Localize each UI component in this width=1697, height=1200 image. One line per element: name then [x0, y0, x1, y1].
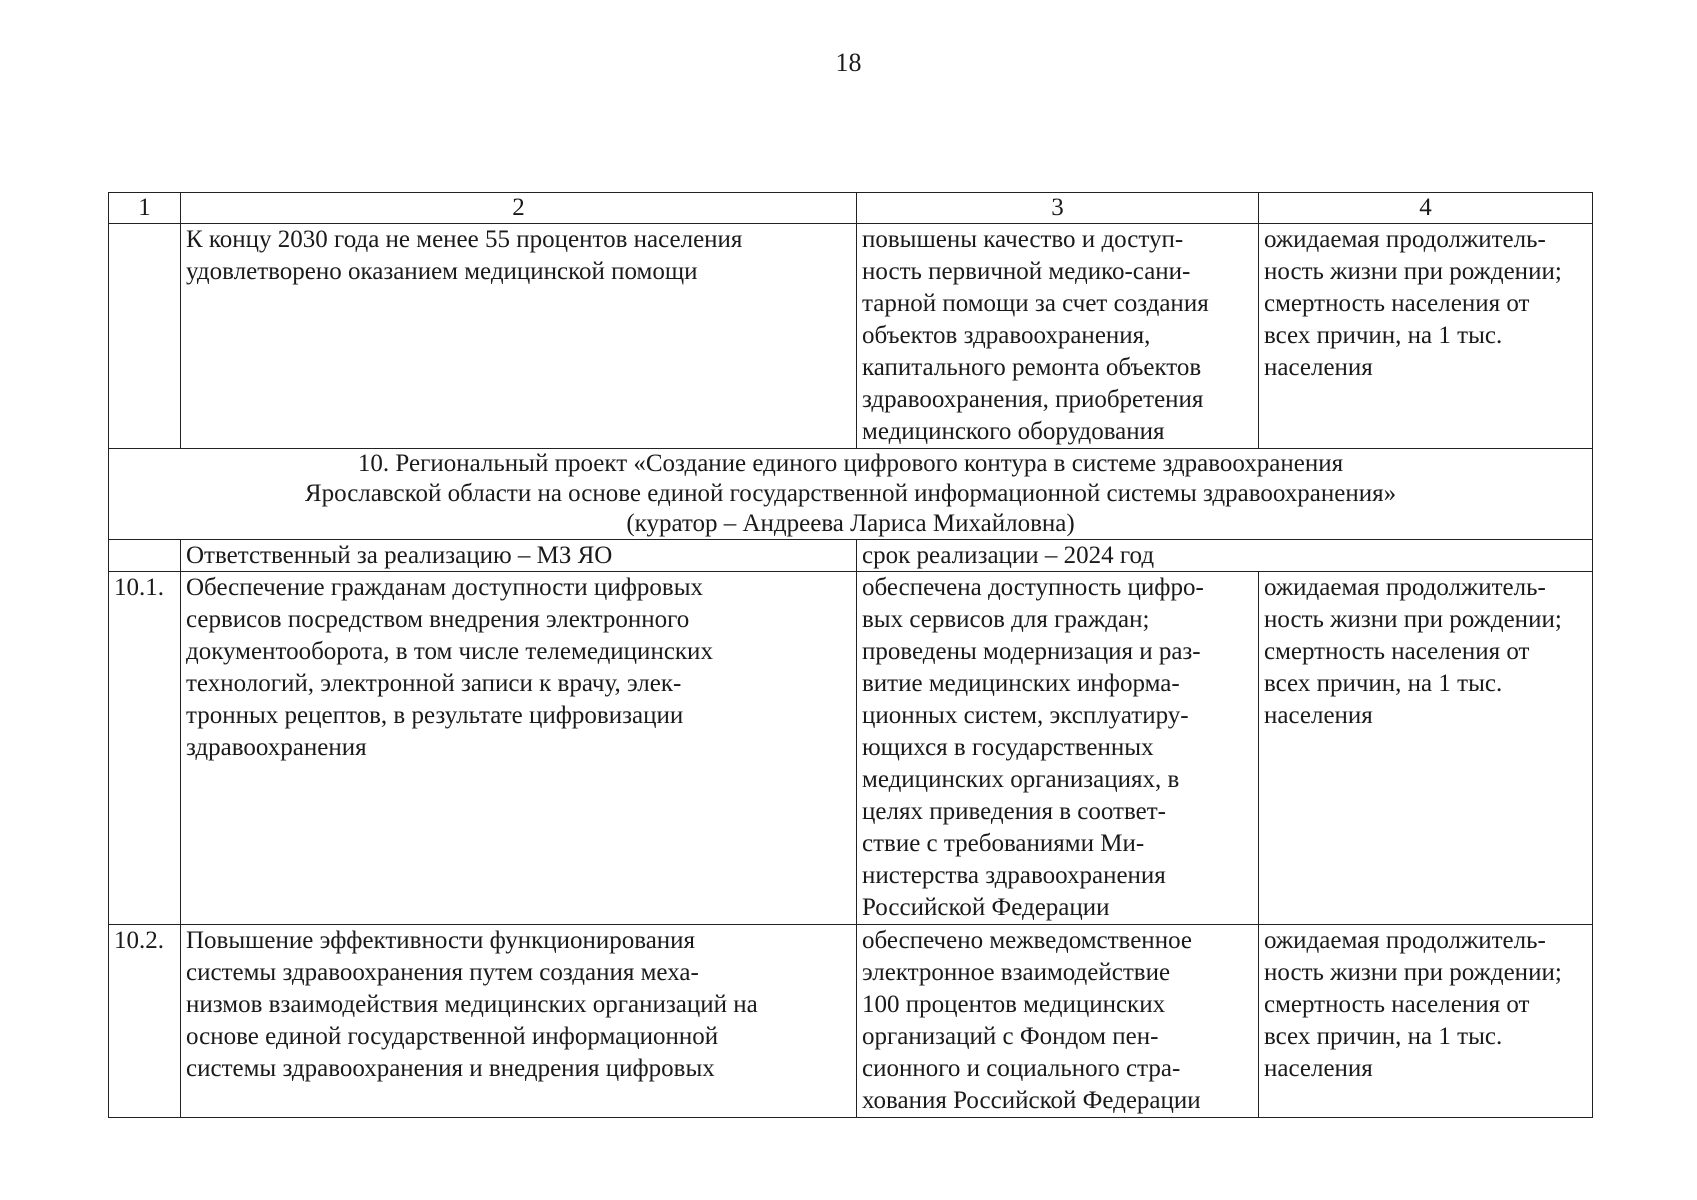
- section-curator-line: (куратор – Андреева Лариса Михайловна): [626, 510, 1075, 537]
- indicator-cell: ожидаемая продолжитель- ность жизни при рождении; смертность населения от всех причин, на 1 тыс. населения: [1259, 572, 1593, 925]
- result-cell: обеспечена доступность цифро- вых сервисов для граждан; проведены модернизация и раз- витие медицинских информа- ционных систем, эксплуатиру- ющихся в государственных медицинских организациях, в целях приведения в соответ- ствие с требованиями Ми- нистерства здравоохранения Российской Федерации: [857, 572, 1259, 925]
- indicator-cell: ожидаемая продолжитель- ность жизни при рождении; смертность населения от всех причин, на 1 тыс. населения: [1259, 925, 1593, 1118]
- indicator-cell: ожидаемая продолжитель- ность жизни при рождении; смертность населения от всех причин, на 1 тыс. населения: [1259, 224, 1593, 449]
- header-row: [109, 193, 1593, 224]
- document-table: [108, 192, 1593, 1118]
- table-row: [109, 224, 1593, 449]
- row-number: [109, 540, 181, 572]
- task-cell: Повышение эффективности функционирования системы здравоохранения путем создания меха- низмов взаимодействия медицинских организаций на основе единой государственной информационной системы здравоохранения и внедрения цифровых: [181, 925, 857, 1118]
- table-row: [109, 572, 1593, 925]
- goal-cell: К концу 2030 года не менее 55 процентов населения удовлетворено оказанием медицинской помощи: [181, 224, 857, 449]
- header-cell-4: 4: [1259, 193, 1593, 224]
- table-row: [109, 925, 1593, 1118]
- task-cell: Обеспечение гражданам доступности цифровых сервисов посредством внедрения электронного документооборота, в том числе телемедицинских технологий, электронной записи к врачу, элек- тронных рецептов, в результате цифровизации здравоохранения: [181, 572, 857, 925]
- responsible-cell: Ответственный за реализацию – МЗ ЯО: [181, 540, 857, 572]
- header-cell-3: 3: [857, 193, 1259, 224]
- result-cell: обеспечено межведомственное электронное взаимодействие 100 процентов медицинских организаций с Фондом пен- сионного и социального стра- хования Российской Федерации: [857, 925, 1259, 1118]
- row-number: [109, 224, 181, 449]
- section-title-row: [109, 449, 1593, 540]
- deadline-cell: срок реализации – 2024 год: [857, 540, 1593, 572]
- page-number: 18: [835, 48, 862, 77]
- section-title-line-2: Ярославской области на основе единой государственной информационной системы здравоохранения»: [304, 480, 1397, 507]
- responsible-row: [109, 540, 1593, 572]
- row-number: 10.1.: [109, 572, 181, 925]
- header-cell-2: 2: [181, 193, 857, 224]
- section-title: [109, 449, 1593, 540]
- result-cell: повышены качество и доступ- ность первичной медико-сани- тарной помощи за счет создания объектов здравоохранения, капитального ремонта объектов здравоохранения, приобретения медицинского оборудования: [857, 224, 1259, 449]
- section-title-line-1: 10. Региональный проект «Создание единого цифрового контура в системе здравоохранения: [357, 450, 1344, 477]
- header-cell-1: 1: [109, 193, 181, 224]
- row-number: 10.2.: [109, 925, 181, 1118]
